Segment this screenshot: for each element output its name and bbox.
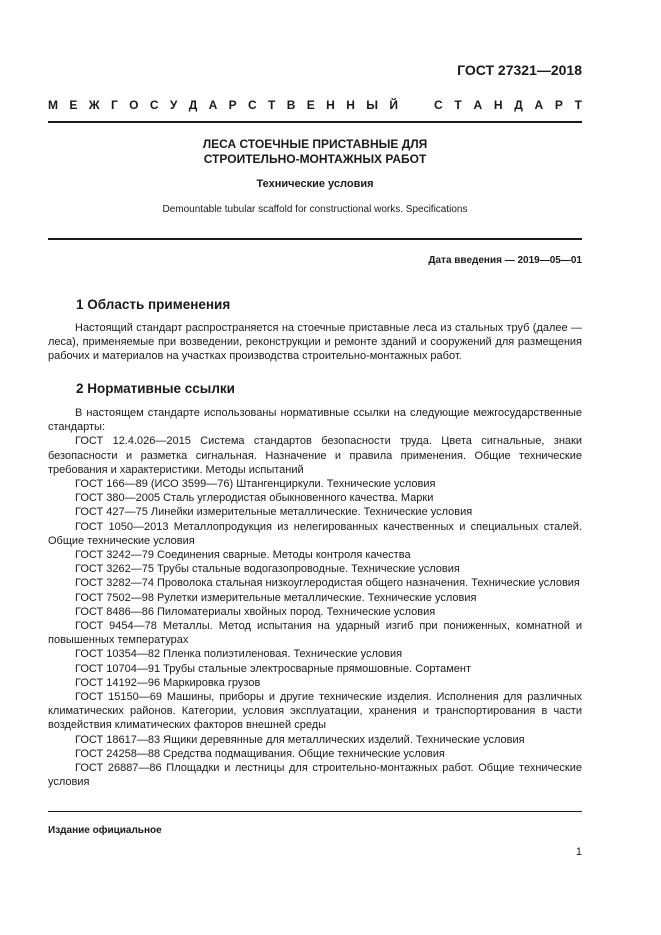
- reference-item: ГОСТ 24258—88 Средства подмащивания. Общие технические условия: [75, 747, 445, 760]
- section-2-intro: В настоящем стандарте использованы нормативные ссылки на следующие межгосударственные стандарты:: [48, 407, 582, 434]
- reference-item: ГОСТ 10354—82 Пленка полиэтиленовая. Технические условия: [75, 648, 403, 661]
- section-1-paragraph: Настоящий стандарт распространяется на стоечные приставные леса из стальных труб (далее — леса), применяемые при возведении, реконструкции и ремонте зданий и сооружений для размещения рабочих и материалов на участках производства строительно-монтажных работ.: [48, 322, 582, 363]
- reference-list: [48, 434, 582, 789]
- reference-item: ГОСТ 3282—74 Проволока стальная низкоуглеродистая общего назначения. Технические условия: [75, 577, 580, 590]
- reference-item: ГОСТ 7502—98 Рулетки измерительные металлические. Технические условия: [75, 591, 477, 604]
- document-subtitle: Технические условия: [256, 178, 374, 190]
- standard-word: С Т А Н Д А Р Т: [434, 98, 582, 112]
- section-2-heading: 2 Нормативные ссылки: [76, 381, 235, 396]
- reference-item: ГОСТ 427—75 Линейки измерительные металлические. Технические условия: [75, 506, 473, 519]
- reference-item: ГОСТ 14192—96 Маркировка грузов: [75, 676, 261, 689]
- section-1-text: [48, 321, 582, 364]
- introduction-date: Дата введения — 2019—05—01: [428, 255, 582, 266]
- reference-item: ГОСТ 380—2005 Сталь углеродистая обыкновенного качества. Марки: [75, 492, 434, 505]
- interstate-standard-banner: [48, 98, 582, 112]
- title-rule: [48, 238, 582, 240]
- reference-item: ГОСТ 18617—83 Ящики деревянные для металлических изделий. Технические условия: [75, 733, 525, 746]
- reference-item: ГОСТ 1050—2013 Металлопродукция из нелегированных качественных и специальных сталей. Общие технические условия: [48, 520, 582, 547]
- reference-item: ГОСТ 26887—86 Площадки и лестницы для строительно-монтажных работ. Общие технические условия: [48, 762, 582, 789]
- reference-item: ГОСТ 9454—78 Металлы. Метод испытания на ударный изгиб при пониженных, комнатной и повышенных температурах: [48, 620, 582, 647]
- reference-item: ГОСТ 10704—91 Трубы стальные электросварные прямошовные. Сортамент: [75, 662, 472, 675]
- official-edition-label: Издание официальное: [48, 825, 162, 836]
- reference-item: ГОСТ 166—89 (ИСО 3599—76) Штангенциркули. Технические условия: [75, 478, 436, 491]
- footer-rule: [48, 811, 582, 812]
- interstate-word: М Е Ж Г О С У Д А Р С Т В Е Н Н Ы Й: [48, 98, 398, 112]
- reference-item: ГОСТ 3262—75 Трубы стальные водогазопроводные. Технические условия: [75, 563, 460, 576]
- document-title: [48, 137, 582, 167]
- page-number: 1: [575, 846, 582, 858]
- reference-item: ГОСТ 12.4.026—2015 Система стандартов безопасности труда. Цвета сигнальные, знаки безопасности и разметка сигнальная. Назначение и правила применения. Общие технические требования и характеристики. Методы испытаний: [48, 435, 582, 476]
- section-2-body: [48, 406, 582, 789]
- english-title: Demountable tubular scaffold for constructional works. Specifications: [162, 204, 468, 215]
- title-line-2: СТРОИТЕЛЬНО-МОНТАЖНЫХ РАБОТ: [203, 152, 427, 166]
- reference-item: ГОСТ 8486—86 Пиломатериалы хвойных пород. Технические условия: [75, 605, 436, 618]
- reference-item: ГОСТ 3242—79 Соединения сварные. Методы контроля качества: [75, 549, 411, 562]
- section-1-heading: 1 Область применения: [76, 297, 231, 312]
- title-line-1: ЛЕСА СТОЕЧНЫЕ ПРИСТАВНЫЕ ДЛЯ: [202, 137, 428, 151]
- header-rule: [48, 121, 582, 123]
- standard-code: ГОСТ 27321—2018: [457, 62, 582, 78]
- reference-item: ГОСТ 15150—69 Машины, приборы и другие технические изделия. Исполнения для различных климатических районов. Категории, условия эксплуатации, хранения и транспортирования в части воздействия климатических факторов внешней среды: [48, 691, 582, 732]
